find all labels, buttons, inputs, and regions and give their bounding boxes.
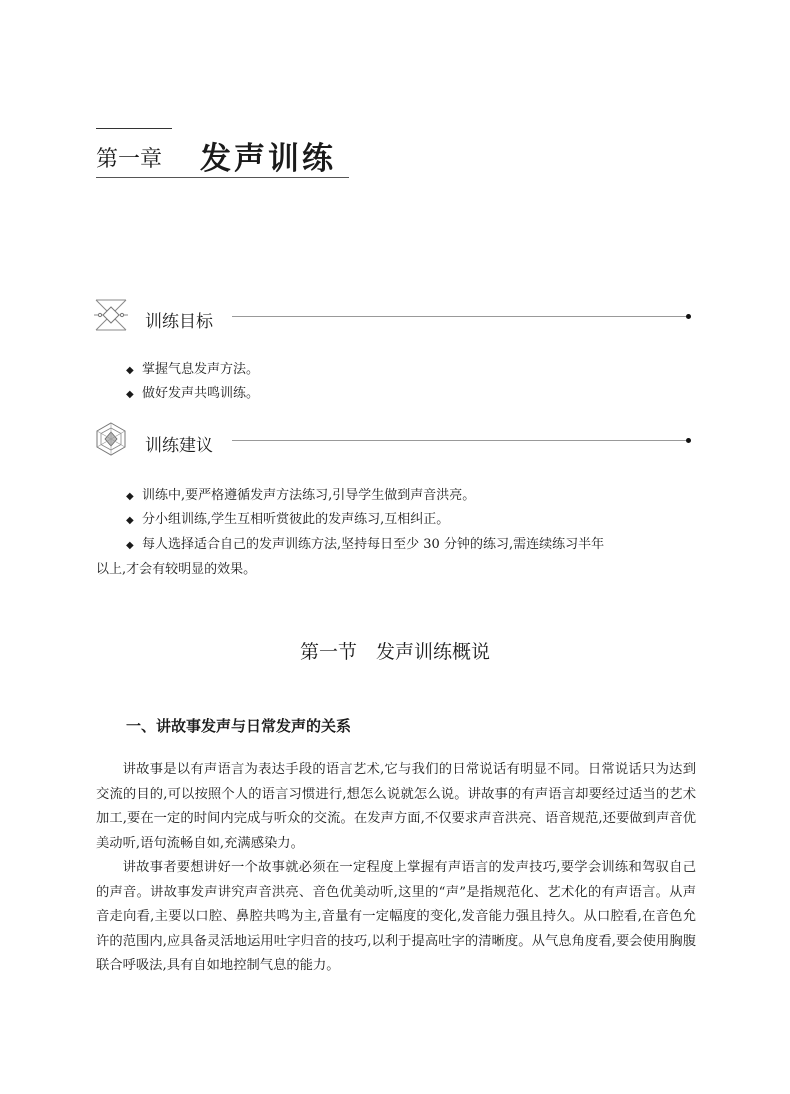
diamond-bullet-icon: ◆ [126,389,134,400]
section-title: 第一节 发声训练概说 [299,641,490,663]
diamond-bullet-icon: ◆ [126,491,134,502]
advice-rule-dot [686,438,691,443]
chapter-title: 发声训练 [200,141,336,177]
diamond-bullet-icon: ◆ [126,365,134,376]
subheading: 一、讲故事发声与日常发声的关系 [126,717,352,735]
paragraph: 讲故事者要想讲好一个故事就必须在一定程度上掌握有声语言的发声技巧,要学会训练和驾驭自己的声音。讲故事发声讲究声音洪亮、音色优美动听,这里的“声”是指规范化、艺术化的有声语言。从声音走向看,主要以口腔、鼻腔共鸣为主,音量有一定幅度的变化,发音能力强且持久。从口腔看,在音色允许的范围内,应具备灵活地运用吐字归音的技巧,以利于提高吐字的清晰度。从气息角度看,要会使用胸腹联合呼吸法,具有自如地控制气息的能力。 [96,860,696,973]
hourglass-diamond-icon [94,298,128,332]
goal-item: ◆ 做好发声共鸣训练。 [126,386,260,401]
advice-heading: 训练建议 [145,436,213,456]
goal-item: ◆ 掌握气息发声方法。 [126,362,260,377]
advice-item: ◆ 训练中,要严格遵循发声方法练习,引导学生做到声音洪亮。 [126,488,476,503]
advice-item: ◆ 分小组训练,学生互相听赏彼此的发声练习,互相纠正。 [126,512,450,527]
chapter-rule-top [96,128,172,129]
goals-rule-dot [686,314,691,319]
hexagon-cube-icon [94,422,128,456]
advice-item: ◆ 每人选择适合自己的发声训练方法,坚持每日至少 30 分钟的练习,需连续练习半年 [126,537,605,552]
paragraph: 讲故事是以有声语言为表达手段的语言艺术,它与我们的日常说话有明显不同。日常说话只为达到交流的目的,可以按照个人的语言习惯进行,想怎么说就怎么说。讲故事的有声语言却要经过适当的艺术加工,要在一定的时间内完成与听众的交流。在发声方面,不仅要求声音洪亮、语音规范,还要做到声音优美动听,语句流畅自如,充满感染力。 [96,762,696,851]
goals-rule [232,316,686,317]
chapter-rule-bottom [96,177,349,178]
diamond-bullet-icon: ◆ [126,515,134,526]
advice-rule [232,440,686,441]
chapter-label: 第一章 [96,147,163,172]
goals-heading: 训练目标 [145,312,213,332]
advice-item-continuation: 以上,才会有较明显的效果。 [96,562,257,577]
diamond-bullet-icon: ◆ [126,540,134,551]
body-text [96,758,696,979]
